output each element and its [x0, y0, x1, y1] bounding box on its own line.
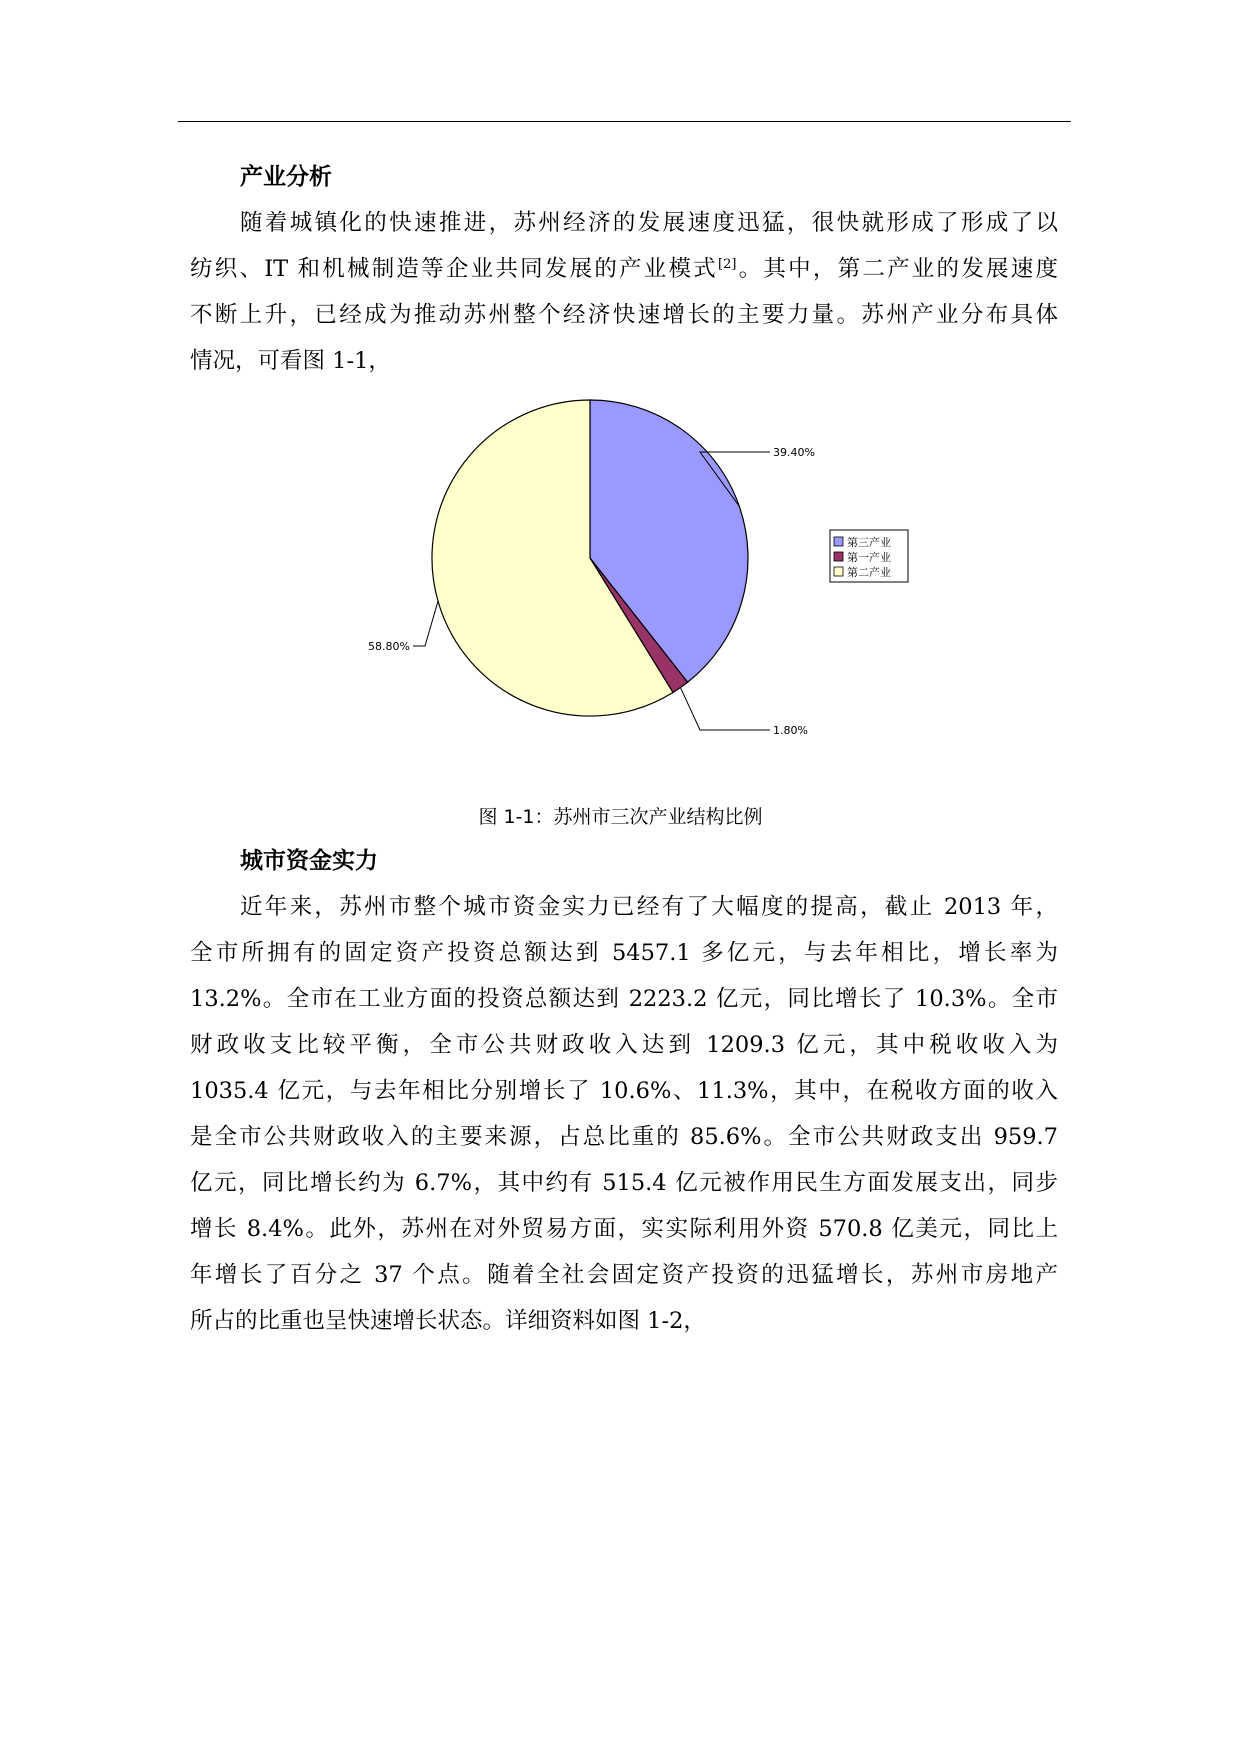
legend-label: 第一产业: [847, 551, 891, 564]
paragraph-line: 年增长了百分之 37 个点。随着全社会固定资产投资的迅猛增长，苏州市房地产: [190, 1262, 1058, 1288]
paragraph-line: 亿元，同比增长约为 6.7%，其中约有 515.4 亿元被作用民生方面发展支出，同步: [190, 1170, 1058, 1196]
citation-ref: [2]: [718, 257, 737, 272]
text-run: 纺织、IT 和机械制造等企业共同发展的产业模式: [190, 256, 718, 282]
paragraph-line: 不断上升，已经成为推动苏州整个经济快速增长的主要力量。苏州产业分布具体: [190, 302, 1058, 328]
section-heading-industry-analysis: 产业分析: [240, 164, 332, 190]
legend-label: 第三产业: [847, 536, 891, 549]
data-label: 1.80%: [773, 724, 808, 737]
leader-line: [680, 688, 770, 730]
city-funds-paragraph: [190, 884, 1058, 1344]
paragraph-line: 所占的比重也呈快速增长状态。详细资料如图 1-2，: [190, 1308, 706, 1334]
text-run: 。其中，第二产业的发展速度: [736, 256, 1058, 282]
paragraph-line: 增长 8.4%。此外，苏州在对外贸易方面，实实际利用外资 570.8 亿美元，同比上: [190, 1216, 1058, 1242]
figure-caption: 图 1-1：苏州市三次产业结构比例: [478, 806, 763, 828]
section-heading-city-funds: 城市资金实力: [240, 848, 378, 874]
legend-swatch: [834, 552, 843, 561]
paragraph-line: [190, 246, 1058, 292]
paragraph-line: 全市所拥有的固定资产投资总额达到 5457.1 多亿元，与去年相比，增长率为: [190, 940, 1058, 966]
paragraph-line: 随着城镇化的快速推进，苏州经济的发展速度迅猛，很快就形成了形成了以: [240, 210, 1058, 236]
legend-label: 第二产业: [847, 566, 891, 579]
industry-analysis-paragraph: [190, 200, 1058, 384]
data-label: 39.40%: [773, 446, 815, 459]
paragraph-line: 1035.4 亿元，与去年相比分别增长了 10.6%、11.3%，其中，在税收方面的收入: [190, 1078, 1058, 1104]
header-rule: [178, 121, 1071, 122]
paragraph-line: 财政收支比较平衡，全市公共财政收入达到 1209.3 亿元，其中税收收入为: [190, 1032, 1058, 1058]
legend-swatch: [834, 567, 843, 576]
paragraph-line: 是全市公共财政收入的主要来源，占总比重的 85.6%。全市公共财政支出 959.7: [190, 1124, 1058, 1150]
paragraph-line: 13.2%。全市在工业方面的投资总额达到 2223.2 亿元，同比增长了 10.3%。全市: [190, 986, 1058, 1012]
data-label: 58.80%: [368, 640, 410, 653]
leader-line: [413, 601, 438, 646]
paragraph-line: 情况，可看图 1-1，: [190, 348, 391, 374]
legend-swatch: [834, 537, 843, 546]
pie-chart: [350, 390, 930, 760]
paragraph-line: 近年来，苏州市整个城市资金实力已经有了大幅度的提高，截止 2013 年，: [240, 894, 1058, 920]
